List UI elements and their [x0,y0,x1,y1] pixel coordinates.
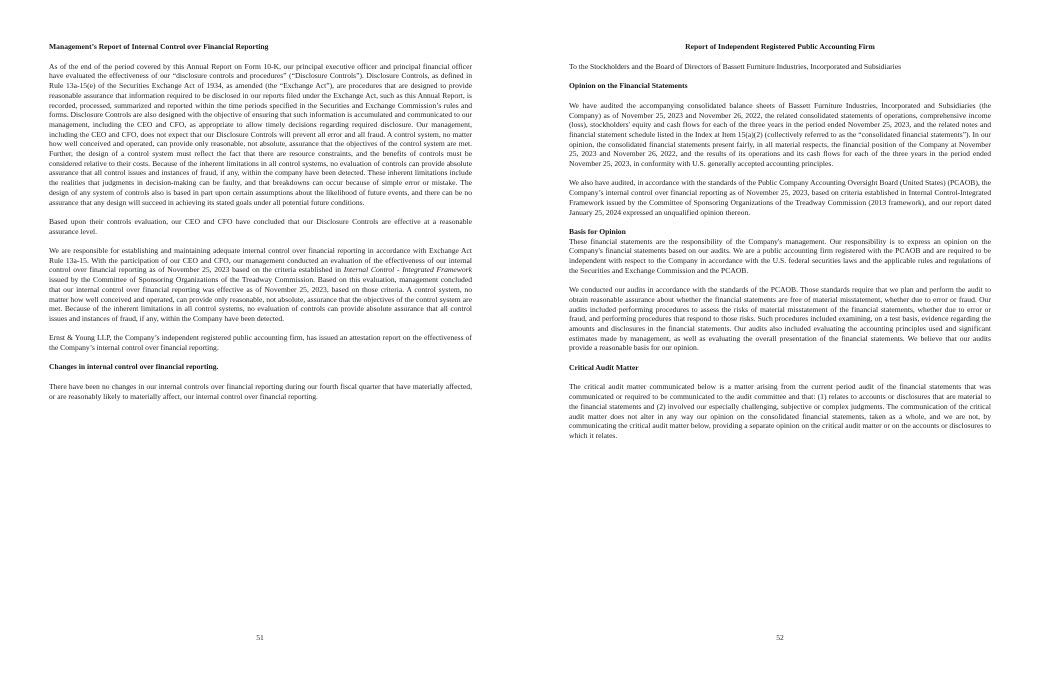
internal-control-text-1: We are responsible for establishing and maintaining adequate internal control over financial reporting in accordance with Exchange Act Rule 13a-15. With the participation of our CEO and CFO, our management conducted an evaluation of the effectiveness of our internal control over financial reporting as of November 25, 2023 based on the criteria established in [49,246,472,275]
changes-paragraph: There have been no changes in our internal controls over financial reporting during our fourth fiscal quarter that have materially affected, or are reasonably likely to materially affect, our internal control over financial reporting. [49,382,472,401]
opinion-heading: Opinion on the Financial Statements [569,81,688,91]
basis-section [569,227,991,276]
opinion-paragraph-1: We have audited the accompanying consolidated balance sheets of Bassett Furniture Industries, Incorporated and Subsidiaries (the Company) as of November 25, 2023 and November 26, 2022, the related consolidated statements of operations, comprehensive income (loss), stockholders' equity and cash flows for each of the three years in the period ended November 25, 2023, and the related notes and financial statement schedule listed in the Index at Item 15(a)(2) (collectively referred to as the “consolidated financial statements”). In our opinion, the consolidated financial statements present fairly, in all material respects, the financial position of the Company at November 25, 2023 and November 26, 2022, and the results of its operations and its cash flows for each of the three years in the period ended November 25, 2023, in conformity with U.S. generally accepted accounting principles. [569,100,991,169]
changes-heading: Changes in internal control over financial reporting. [49,362,219,372]
basis-paragraph-2: We conducted our audits in accordance with the standards of the PCAOB. Those standards require that we plan and perform the audit to obtain reasonable assurance about whether the financial statements are free of material misstatement, whether due to error or fraud. Our audits included performing procedures to assess the risks of material misstatement of the financial statements, whether due to error or fraud, and performing procedures that respond to those risks. Such procedures included examining, on a test basis, evidence regarding the amounts and disclosures in the financial statements. Our audits also included evaluating the accounting principles used and significant estimates made by management, as well as evaluating the overall presentation of the financial statements. We believe that our audits provide a reasonable basis for our opinion. [569,285,991,353]
attestation-paragraph: Ernst & Young LLP, the Company’s independent registered public accounting firm, has issued an attestation report on the effectiveness of the Company’s internal control over financial reporting. [49,333,472,353]
critical-audit-matter-heading: Critical Audit Matter [569,362,639,372]
left-page-content [49,42,472,411]
right-page-content [569,42,991,450]
page-number-left: 51 [256,633,264,642]
critical-audit-matter-paragraph: The critical audit matter communicated below is a matter arising from the current period audit of the financial statements that was communicated or required to be communicated to the audit committee and that: (1) relates to accounts or disclosures that are material to the financial statements and (2) involved our especially challenging, subjective or complex judgments. The communication of the critical audit matter does not alter in any way our opinion on the consolidated financial statements, taken as a whole, and we are not, by communicating the critical audit matter below, providing a separate opinion on the critical audit matter or on the accounts or disclosures to which it relates. [569,382,991,440]
page-number-right: 52 [776,633,784,642]
disclosure-controls-paragraph: As of the end of the period covered by this Annual Report on Form 10-K, our principal executive officer and principal financial officer have evaluated the effectiveness of our “disclosure controls and procedures” (“Disclosure Controls”). Disclosure Controls, as defined in Rule 13a-15(e) of the Securities Exchange Act of 1934, as amended (the “Exchange Act”), are procedures that are designed to provide reasonable assurance that information required to be disclosed in our reports filed under the Exchange Act, such as this Annual Report, is recorded, processed, summarized and reported within the time periods specified in the Securities and Exchange Commission’s rules and forms. Disclosure Controls are also designed with the objective of ensuring that such information is accumulated and communicated to our management, including the CEO and CFO, as appropriate to allow timely decisions regarding required disclosure. Our management, including the CEO and CFO, does not expect that our Disclosure Controls will prevent all error and all fraud. A control system, no matter how well conceived and operated, can provide only reasonable, not absolute, assurance that the objectives of the control system are met. Further, the design of a control system must reflect the fact that there are resource constraints, and the benefits of controls must be considered relative to their costs. Because of the inherent limitations in all control systems, no evaluation of controls can provide absolute assurance that all control issues and instances of fraud, if any, within the company have been detected. These inherent limitations include the realities that judgments in decision-making can be faulty, and that breakdowns can occur because of simple error or mistake. The design of any system of controls also is based in part upon certain assumptions about the likelihood of future events, and there can be no assurance that any design will succeed in achieving its stated goals under all potential future conditions. [49,61,472,207]
internal-control-evaluation-paragraph [49,246,472,324]
controls-conclusion-paragraph: Based upon their controls evaluation, our CEO and CFO have concluded that our Disclosure Controls are effective at a reasonable assurance level. [49,216,472,236]
right-page [520,0,1040,673]
addressee-line: To the Stockholders and the Board of Directors of Bassett Furniture Industries, Incorporated and Subsidiaries [569,61,902,71]
basis-paragraph-1: These financial statements are the responsibility of the Company's management. Our responsibility is to express an opinion on the Company's financial statements based on our audits. We are a public accounting firm registered with the PCAOB and are required to be independent with respect to the Company in accordance with the U.S. federal securities laws and the applicable rules and regulations of the Securities and Exchange Commission and the PCAOB. [569,236,991,275]
auditor-report-heading: Report of Independent Registered Public Accounting Firm [685,42,875,51]
basis-heading: Basis for Opinion [569,226,626,236]
internal-control-text-2: issued by the Committee of Sponsoring Organizations of the Treadway Commission. Based on this evaluation, management concluded that our internal control over financial reporting was effective as of November 25, 2023, based on those criteria. A control system, no matter how well conceived and operated, can provide only reasonable, not absolute, assurance that the objectives of the control system are met. Because of the inherent limitations in all control systems, no evaluation of controls can provide absolute assurance that all control issues and instances of fraud, if any, within the Company have been detected. [49,275,472,323]
opinion-paragraph-2: We also have audited, in accordance with the standards of the Public Company Accounting Oversight Board (United States) (PCAOB), the Company’s internal control over financial reporting as of November 25, 2023, based on criteria established in Internal Control-Integrated Framework issued by the Committee of Sponsoring Organizations of the Treadway Commission (2013 framework), and our report dated January 25, 2024 expressed an unqualified opinion thereon. [569,178,991,217]
framework-title: Internal Control - Integrated Framework [343,265,472,275]
management-report-heading: Management’s Report of Internal Control over Financial Reporting [49,42,269,51]
